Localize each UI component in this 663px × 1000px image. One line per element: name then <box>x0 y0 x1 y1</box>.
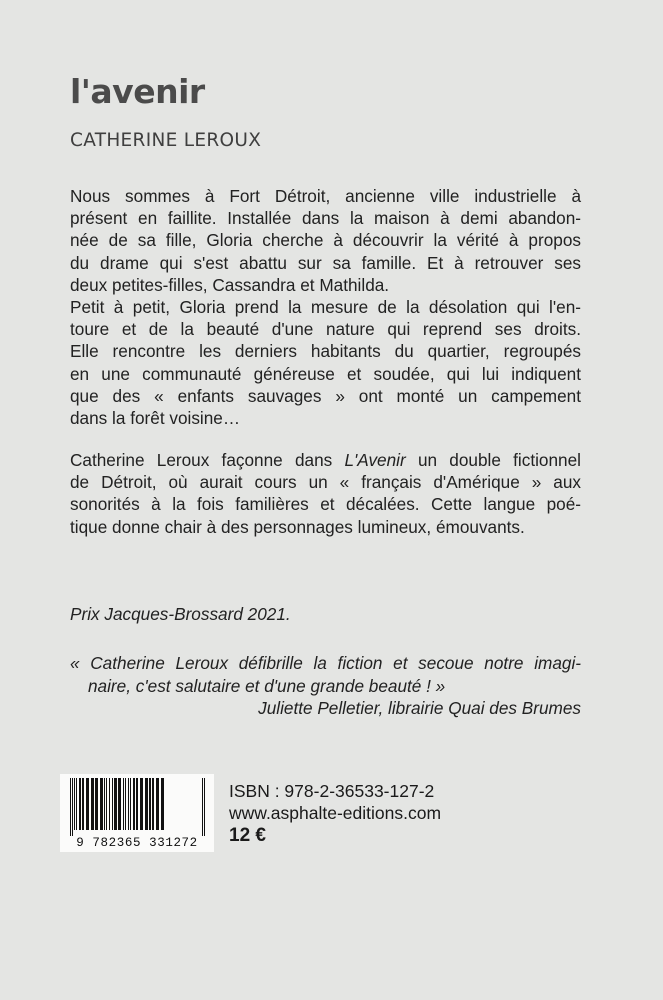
publisher-website: www.asphalte-editions.com <box>229 803 442 823</box>
barcode-bar <box>133 778 135 830</box>
style-line-start: Catherine Leroux façonne dans <box>70 450 345 470</box>
synopsis-line: en une communauté généreuse et soudée, qui lui indiquent <box>70 363 581 384</box>
barcode-bar <box>91 778 94 830</box>
barcode-bar <box>128 778 129 830</box>
barcode-bar <box>70 778 71 836</box>
publisher-info <box>229 780 441 847</box>
synopsis-line: Nous sommes à Fort Détroit, ancienne ville industrielle à <box>70 186 581 206</box>
style-line <box>70 449 581 471</box>
barcode-bar <box>82 778 84 830</box>
author-style-paragraph <box>70 449 581 538</box>
review-line: naire, c'est salutaire et d'une grande beauté ! » <box>88 675 446 696</box>
barcode-bars <box>60 774 214 838</box>
barcode-bar <box>76 778 77 830</box>
synopsis-line: Petit à petit, Gloria prend la mesure de la désolation qui l'en- <box>70 297 581 318</box>
barcode-bar <box>152 778 154 830</box>
barcode-bar <box>149 778 151 830</box>
barcode-bar <box>161 778 164 830</box>
barcode-bar <box>118 778 121 830</box>
synopsis-line: dans la forêt voisine… <box>70 408 241 429</box>
barcode-bar <box>74 778 75 830</box>
book-title-italic: L'Avenir <box>344 450 406 470</box>
barcode-bar <box>130 778 131 830</box>
synopsis-line: du drame qui s'est abattu sur sa famille. Et à retrouver ses <box>70 252 581 273</box>
synopsis-line: née de sa fille, Gloria cherche à découvrir la vérité à propos <box>70 230 581 251</box>
barcode-bar <box>109 778 110 830</box>
barcode-bar <box>145 778 148 830</box>
review-line: « Catherine Leroux défibrille la fiction et secoue notre imagi- <box>70 653 581 673</box>
barcode-bar <box>202 778 203 836</box>
barcode-bar <box>140 778 143 830</box>
barcode-bar <box>114 778 117 830</box>
style-line-end: un double fictionnel <box>405 450 581 470</box>
synopsis-paragraph <box>70 185 581 429</box>
synopsis-line: deux petites-filles, Cassandra et Mathilda. <box>70 274 390 295</box>
barcode-bar <box>104 778 105 830</box>
synopsis-line: Elle rencontre les derniers habitants du quartier, regroupés <box>70 341 581 362</box>
prize-mention: Prix Jacques-Brossard 2021. <box>70 604 291 624</box>
isbn-barcode <box>60 774 214 852</box>
barcode-bar <box>79 778 81 830</box>
barcode-bar <box>100 778 103 830</box>
barcode-bar <box>204 778 205 836</box>
review-quote <box>70 652 581 720</box>
synopsis-line: toure et de la beauté d'une nature qui reprend ses droits. <box>70 319 581 340</box>
author-name: CATHERINE LEROUX <box>70 130 262 151</box>
barcode-bar <box>136 778 138 830</box>
synopsis-line: que des « enfants sauvages » ont monté un campement <box>70 385 581 406</box>
book-title: l'avenir <box>70 72 205 111</box>
book-price: 12 € <box>229 825 266 846</box>
isbn-label: ISBN : 978-2-36533-127-2 <box>229 781 435 801</box>
barcode-bar <box>112 778 113 830</box>
barcode-digits: 9 782365 331272 <box>76 836 198 850</box>
barcode-bar <box>156 778 159 830</box>
review-attribution: Juliette Pelletier, librairie Quai des Brumes <box>258 698 581 718</box>
barcode-bar <box>86 778 89 830</box>
style-line: de Détroit, où aurait cours un « français d'Amérique » aux <box>70 472 581 493</box>
barcode-bar <box>106 778 107 830</box>
barcode-bar <box>125 778 126 830</box>
style-line: sonorités à la fois familières et décalées. Cette langue poé- <box>70 494 581 515</box>
style-line: tique donne chair à des personnages lumineux, émouvants. <box>70 516 525 537</box>
barcode-bar <box>123 778 124 830</box>
barcode-bar <box>72 778 73 836</box>
synopsis-line: présent en faillite. Installée dans la maison à demi abandon- <box>70 208 581 229</box>
barcode-bar <box>95 778 98 830</box>
